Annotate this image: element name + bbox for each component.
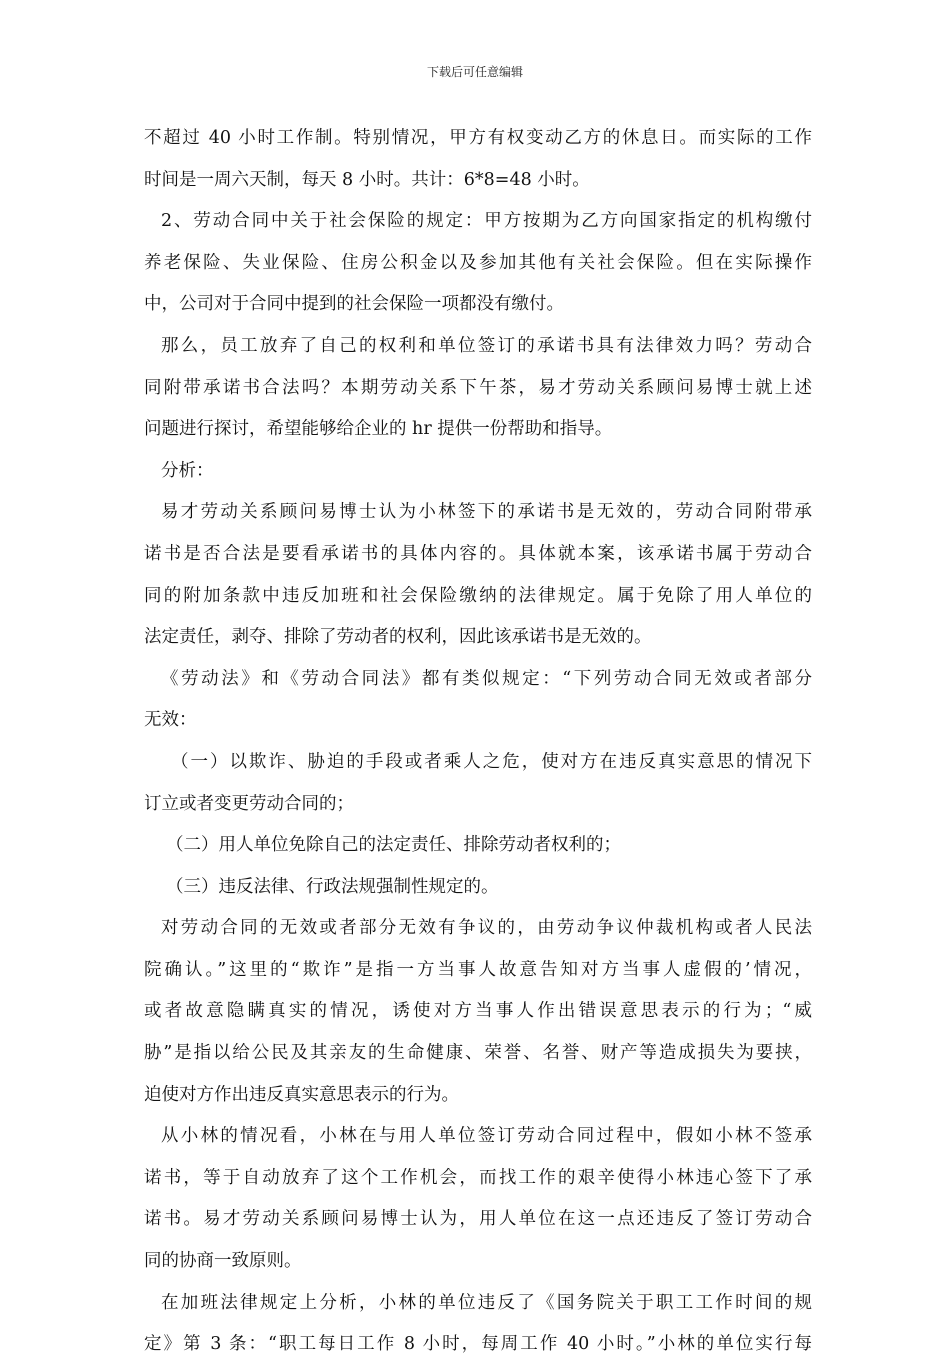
text-line: 诺书，等于自动放弃了这个工作机会，而找工作的艰辛使得小林违心签下了承 — [144, 1167, 812, 1188]
text-line: 对劳动合同的无效或者部分无效有争议的，由劳动争议仲裁机构或者人民法 — [161, 918, 812, 939]
text-line: 2、劳动合同中关于社会保险的规定：甲方按期为乙方向国家指定的机构缴付 — [161, 211, 812, 232]
text-line: 中，公司对于合同中提到的社会保险一项都没有缴付。 — [144, 294, 564, 315]
text-line: （三）违反法律、行政法规强制性规定的。 — [166, 876, 499, 897]
text-line: 法定责任，剥夺、排除了劳动者的权利，因此该承诺书是无效的。 — [144, 627, 652, 648]
text-line: 时间是一周六天制，每天 8 小时。共计：6*8=48 小时。 — [144, 169, 590, 190]
text-line: 分析： — [161, 460, 214, 481]
text-line: 或者故意隐瞒真实的情况，诱使对方当事人作出错误意思表示的行为；“威 — [144, 1001, 812, 1022]
text-line: 同的附加条款中违反加班和社会保险缴纳的法律规定。属于免除了用人单位的 — [144, 585, 812, 606]
text-line: （一）以欺诈、胁迫的手段或者乘人之危，使对方在违反真实意思的情况下 — [171, 751, 812, 772]
text-line: 定》第 3 条：“职工每日工作 8 小时，每周工作 40 小时。”小林的单位实行每 — [144, 1334, 812, 1355]
text-line: 无效： — [144, 710, 197, 731]
page-header: 下载后可任意编辑 — [426, 65, 523, 79]
document-body — [144, 118, 812, 1366]
text-line: 从小林的情况看，小林在与用人单位签订劳动合同过程中，假如小林不签承 — [161, 1126, 812, 1147]
text-line: 订立或者变更劳动合同的； — [144, 793, 354, 814]
text-line: 易才劳动关系顾问易博士认为小林签下的承诺书是无效的，劳动合同附带承 — [161, 502, 812, 523]
text-line: 诺书是否合法是要看承诺书的具体内容的。具体就本案，该承诺书属于劳动合 — [144, 543, 812, 564]
text-line: 那么，员工放弃了自己的权利和单位签订的承诺书具有法律效力吗？劳动合 — [161, 335, 812, 356]
text-line: 同附带承诺书合法吗？本期劳动关系下午茶，易才劳动关系顾问易博士就上述 — [144, 377, 812, 398]
text-line: 胁”是指以给公民及其亲友的生命健康、荣誉、名誉、财产等造成损失为要挟， — [144, 1043, 812, 1064]
text-line: （二）用人单位免除自己的法定责任、排除劳动者权利的； — [166, 835, 621, 856]
text-line: 迫使对方作出违反真实意思表示的行为。 — [144, 1084, 459, 1105]
text-line: 养老保险、失业保险、住房公积金以及参加其他有关社会保险。但在实际操作 — [144, 252, 812, 273]
text-line: 同的协商一致原则。 — [144, 1251, 302, 1272]
text-line: 诺书。易才劳动关系顾问易博士认为，用人单位在这一点还违反了签订劳动合 — [144, 1209, 812, 1230]
text-line: 《劳动法》和《劳动合同法》都有类似规定：“下列劳动合同无效或者部分 — [161, 668, 812, 689]
text-line: 院确认。”这里的“欺诈”是指一方当事人故意告知对方当事人虚假的’情况， — [144, 959, 812, 980]
text-line: 在加班法律规定上分析，小林的单位违反了《国务院关于职工工作时间的规 — [161, 1292, 812, 1313]
text-line: 问题进行探讨，希望能够给企业的 hr 提供一份帮助和指导。 — [144, 419, 613, 440]
text-line: 不超过 40 小时工作制。特别情况，甲方有权变动乙方的休息日。而实际的工作 — [144, 128, 812, 148]
